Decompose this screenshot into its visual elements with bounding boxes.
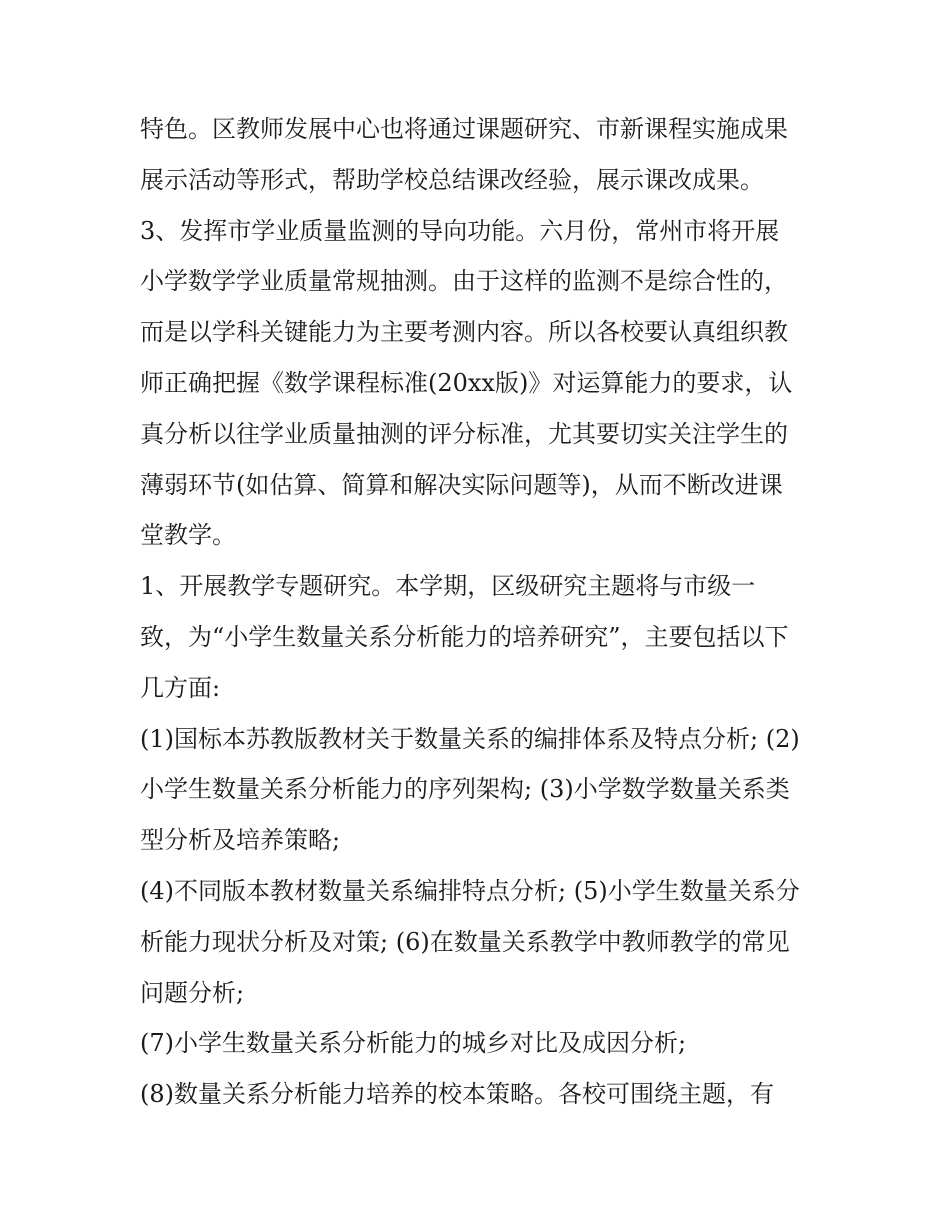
text-line-2: 展示活动等形式，帮助学校总结课改经验，展示课改成果。 [140,165,764,194]
text-line-19: (7)小学生数量关系分析能力的城乡对比及成因分析; [140,1029,687,1058]
text-line-16: (4)不同版本教材数量关系编排特点分析; (5)小学生数量关系分 [140,876,800,905]
text-line-7: 真分析以往学业质量抽测的评分标准，尤其要切实关注学生的 [140,419,788,448]
text-line-17: 析能力现状分析及对策; (6)在数量关系教学中教师教学的常见 [140,927,790,956]
text-line-14: 小学生数量关系分析能力的序列架构; (3)小学数学数量关系类 [140,775,790,804]
text-line-8: 薄弱环节(如估算、简算和解决实际问题等)，从而不断改进课 [140,470,783,499]
text-line-18: 问题分析; [140,978,245,1007]
text-line-15: 型分析及培养策略; [140,826,341,855]
text-line-6: 师正确把握《数学课程标准(20xx版)》对运算能力的要求，认 [140,368,793,397]
text-line-1: 特色。区教师发展中心也将通过课题研究、市新课程实施成果 [140,115,788,143]
text-line-5: 而是以学科关键能力为主要考测内容。所以各校要认真组织教 [140,318,788,347]
text-line-9: 堂教学。 [140,521,236,550]
text-line-10: 1、开展教学专题研究。本学期，区级研究主题将与市级一 [140,572,756,601]
text-line-3: 3、发挥市学业质量监测的导向功能。六月份，常州市将开展 [140,216,780,245]
text-line-11: 致，为“小学生数量关系分析能力的培养研究”，主要包括以下 [140,622,789,651]
text-line-20: (8)数量关系分析能力培养的校本策略。各校可围绕主题，有 [140,1080,774,1109]
text-line-4: 小学数学学业质量常规抽测。由于这样的监测不是综合性的， [140,267,788,296]
text-line-13: (1)国标本苏教版教材关于数量关系的编排体系及特点分析; (2) [140,724,800,753]
text-line-12: 几方面: [140,673,221,702]
document-body [140,104,820,1120]
